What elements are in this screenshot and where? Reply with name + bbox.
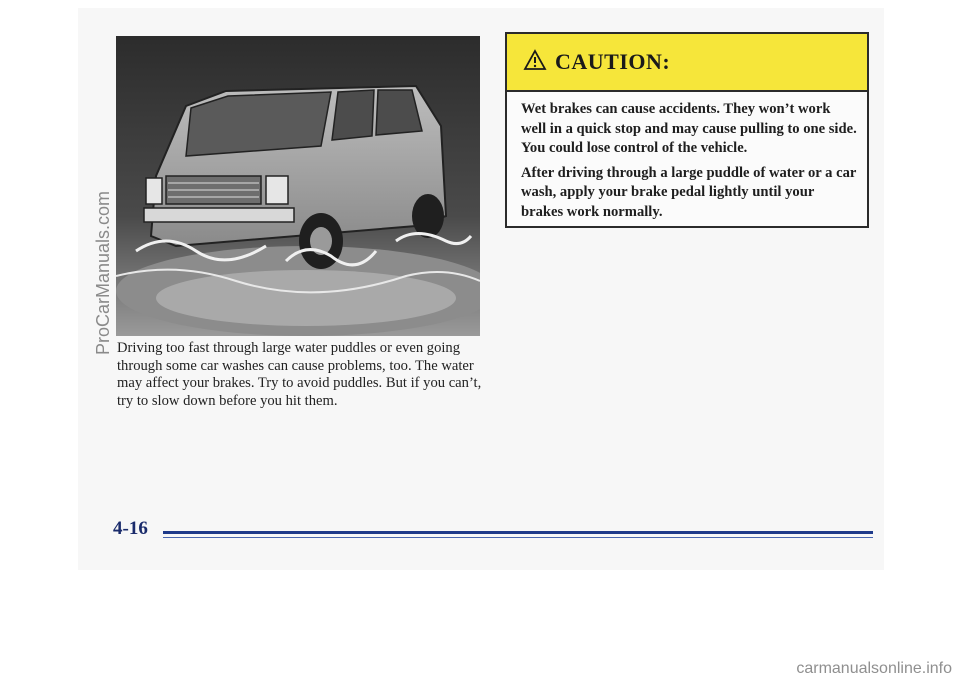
body-paragraph-block <box>117 340 489 410</box>
caution-header <box>507 34 867 92</box>
page-footer <box>113 518 873 544</box>
footer-rule <box>163 531 873 534</box>
caution-body <box>507 92 867 222</box>
footer-rule-thin <box>163 537 873 538</box>
caution-title: CAUTION: <box>555 49 671 74</box>
caution-paragraph: Wet brakes can cause accidents. They won’t work well in a quick stop and may cause pulling to one side. You could lose control of the vehicle. <box>521 101 857 156</box>
warning-triangle-icon <box>523 49 547 76</box>
caution-paragraph: After driving through a large puddle of water or a car wash, apply your brake pedal lightly until your brakes work normally. <box>521 164 857 220</box>
caution-box <box>505 32 869 228</box>
body-paragraph: Driving too fast through large water puddles or even going through some car washes can cause problems, too. The water may affect your brakes. Try to avoid puddles. But if you can’t, try to slow down before you hit them. <box>117 340 482 409</box>
side-watermark: ProCarManuals.com <box>93 190 113 355</box>
bottom-watermark: carmanualsonline.info <box>796 660 952 677</box>
page-number: 4-16 <box>113 518 148 539</box>
van-splashing-puddle-illustration <box>116 36 480 336</box>
